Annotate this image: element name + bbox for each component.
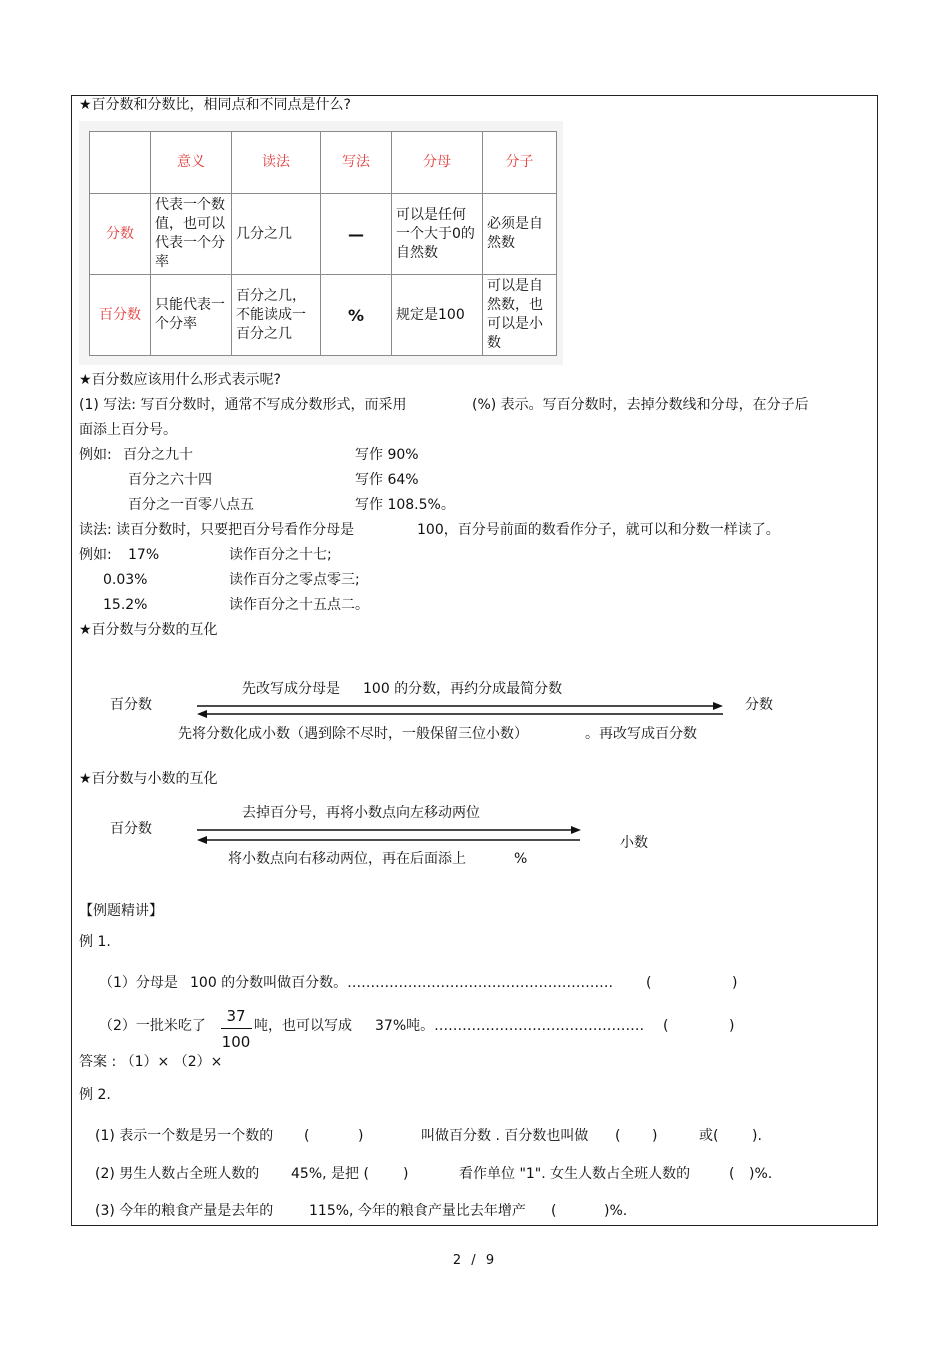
- conversion-left-label: 百分数: [110, 821, 152, 837]
- conversion-right-label: 分数: [745, 697, 773, 713]
- example-label: 例如:: [79, 447, 112, 463]
- table-cell: %: [321, 275, 392, 356]
- conversion-bottom-text: 。再改写成百分数: [585, 726, 697, 742]
- write-rule-text: (%) 表示。写百分数时，去掉分数线和分母，在分子后: [472, 397, 809, 413]
- conversion-bottom-text: 将小数点向右移动两位，再在后面添上: [228, 851, 466, 867]
- section-title-fraction-conversion: ★百分数与分数的互化: [79, 622, 218, 638]
- blank-paren: )%.: [749, 1166, 773, 1182]
- fraction-numerator: 37: [226, 1007, 246, 1025]
- example-reading: 读作百分之零点零三;: [229, 572, 360, 588]
- table-cell: 规定是100: [392, 275, 483, 356]
- example-2-question: 或(: [699, 1128, 719, 1144]
- table-cell: 必须是自然数: [483, 194, 557, 275]
- conversion-top-text: 先改写成分母是: [242, 681, 340, 697]
- write-rule-text: (1) 写法: 写百分数时，通常不写成分数形式，而采用: [79, 397, 407, 413]
- example-1-question-1: 100 的分数叫做百分数。…………………………………………………: [190, 975, 614, 991]
- fraction-bar: [221, 1028, 252, 1029]
- example-2-question: (1) 表示一个数是另一个数的: [95, 1128, 274, 1144]
- fraction-denominator: 100: [221, 1033, 251, 1051]
- section-title-decimal-conversion: ★百分数与小数的互化: [79, 771, 218, 787]
- conversion-left-label: 百分数: [110, 697, 152, 713]
- example-2-label: 例 2.: [79, 1087, 111, 1103]
- example-number: 15.2%: [103, 597, 148, 613]
- blank-paren: ).: [752, 1128, 762, 1144]
- example-2-question: 115%, 今年的粮食产量比去年增产: [309, 1203, 526, 1219]
- example-2-question: 叫做百分数 . 百分数也叫做: [421, 1128, 589, 1144]
- blank-paren: )%.: [604, 1203, 628, 1219]
- table-cell: 可以是自然数，也可以是小数: [483, 275, 557, 356]
- answer-paren: (: [663, 1018, 669, 1034]
- example-text: 百分之六十四: [128, 472, 212, 488]
- section-title-form: ★百分数应该用什么形式表示呢?: [79, 372, 281, 388]
- double-arrow-icon: [195, 699, 725, 719]
- blank-paren: (: [729, 1166, 735, 1182]
- blank-paren: ): [358, 1128, 364, 1144]
- table-header-cell: 分子: [483, 132, 557, 194]
- table-row-header: 分数: [90, 194, 151, 275]
- table-header-cell: [90, 132, 151, 194]
- page-number: 2 / 9: [452, 1253, 498, 1268]
- example-result: 写作 108.5%。: [355, 497, 455, 513]
- table-header-cell: 写法: [321, 132, 392, 194]
- write-rule-text: 面添上百分号。: [79, 422, 177, 438]
- table-header-cell: 意义: [151, 132, 232, 194]
- example-number: 0.03%: [103, 572, 148, 588]
- table-cell: 只能代表一个分率: [151, 275, 232, 356]
- section-title-compare: ★百分数和分数比，相同点和不同点是什么?: [79, 97, 351, 113]
- table-cell: 代表一个数值，也可以代表一个分率: [151, 194, 232, 275]
- answer-paren: ): [732, 975, 738, 991]
- comparison-table: [89, 131, 557, 356]
- example-1-label: 例 1.: [79, 934, 111, 950]
- example-result: 写作 90%: [355, 447, 419, 463]
- table-cell: 可以是任何一个大于0的自然数: [392, 194, 483, 275]
- table-cell: 几分之几: [232, 194, 321, 275]
- conversion-bottom-text: 先将分数化成小数（遇到除不尽时，一般保留三位小数）: [178, 726, 528, 742]
- blank-paren: ): [403, 1166, 409, 1182]
- example-text: 百分之一百零八点五: [128, 497, 254, 513]
- example-result: 写作 64%: [355, 472, 419, 488]
- table-row: [90, 275, 557, 356]
- table-header-row: [90, 132, 557, 194]
- section-heading: 【例题精讲】: [79, 903, 163, 919]
- example-2-question: (2) 男生人数占全班人数的: [95, 1166, 260, 1182]
- table-header-cell: 分母: [392, 132, 483, 194]
- example-2-question: 45%, 是把 (: [291, 1166, 369, 1182]
- example-reading: 读作百分之十五点二。: [229, 597, 369, 613]
- example-1-question-2: 吨，也可以写成: [254, 1018, 352, 1034]
- example-2-question: (3) 今年的粮食产量是去年的: [95, 1203, 274, 1219]
- blank-paren: ): [652, 1128, 658, 1144]
- example-reading: 读作百分之十七;: [229, 547, 332, 563]
- example-2-question: 看作单位 "1". 女生人数占全班人数的: [459, 1166, 691, 1182]
- read-rule-text: 读法: 读百分数时，只要把百分号看作分母是: [79, 522, 355, 538]
- conversion-top-text: 去掉百分号，再将小数点向左移动两位: [242, 805, 480, 821]
- blank-paren: (: [551, 1203, 557, 1219]
- example-number: 17%: [128, 547, 160, 563]
- conversion-right-label: 小数: [620, 835, 648, 851]
- example-label: 例如:: [79, 547, 112, 563]
- example-1-question-1: （1）分母是: [99, 975, 178, 991]
- table-row-header: 百分数: [90, 275, 151, 356]
- answer-paren: ): [729, 1018, 735, 1034]
- table-row: [90, 194, 557, 275]
- read-rule-text: 100，百分号前面的数看作分子，就可以和分数一样读了。: [417, 522, 780, 538]
- table-header-cell: 读法: [232, 132, 321, 194]
- example-1-answer: 答案 : （1）× （2）×: [79, 1054, 223, 1070]
- blank-paren: (: [304, 1128, 310, 1144]
- example-text: 百分之九十: [123, 447, 193, 463]
- double-arrow-icon: [195, 823, 585, 845]
- example-1-question-2: （2）一批米吃了: [99, 1018, 206, 1034]
- answer-paren: (: [646, 975, 652, 991]
- table-cell: 百分之几，不能读成一百分之几: [232, 275, 321, 356]
- conversion-bottom-text: %: [514, 851, 528, 867]
- example-1-question-2: 37%吨。………………………………………: [375, 1018, 645, 1034]
- conversion-top-text: 100 的分数，再约分成最简分数: [363, 681, 563, 697]
- blank-paren: (: [615, 1128, 621, 1144]
- table-cell: —: [321, 194, 392, 275]
